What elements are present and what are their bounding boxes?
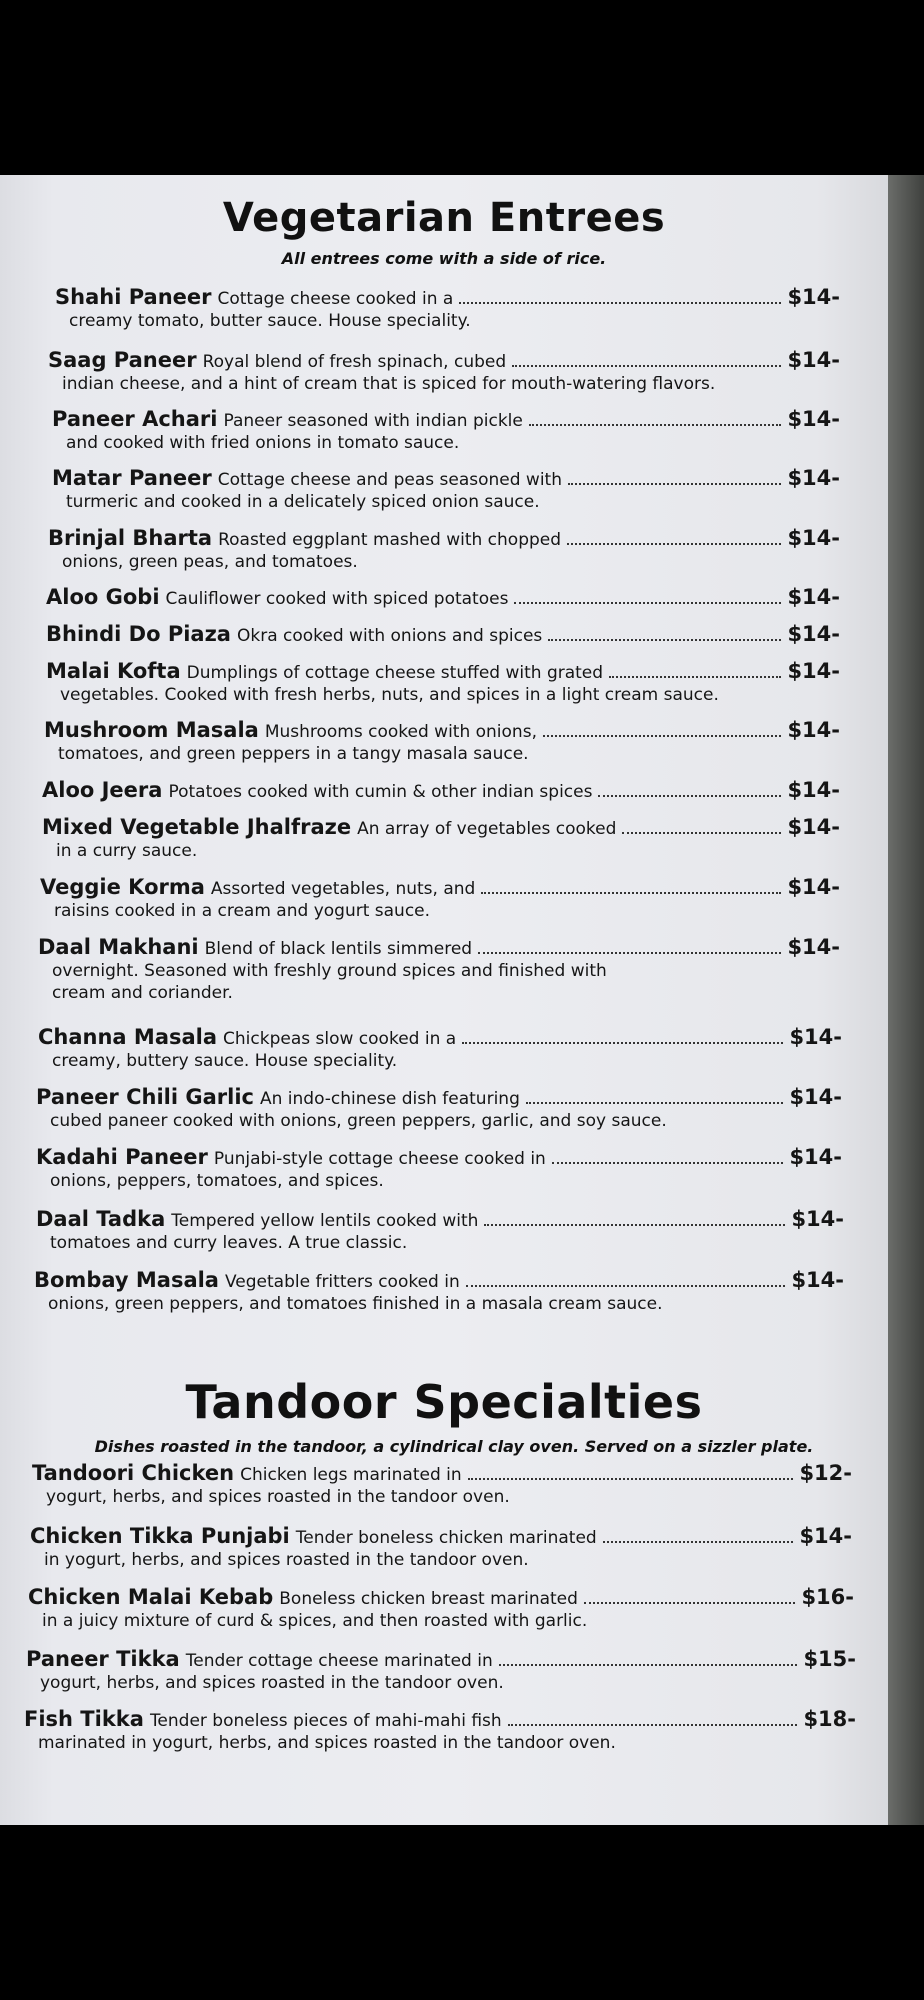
- menu-item: [36, 1145, 842, 1191]
- dish-price: $14-: [787, 778, 840, 802]
- paper-edge: [888, 175, 924, 1825]
- dish-description-continued: raisins cooked in a cream and yogurt sauce.: [54, 901, 431, 921]
- dish-description: Tender cottage cheese marinated in: [185, 1651, 493, 1671]
- tandoor-section-title: Tandoor Specialties: [185, 1375, 703, 1429]
- dish-description: Mushrooms cooked with onions,: [264, 722, 537, 742]
- dot-leader: [622, 832, 781, 834]
- menu-item: [30, 1524, 852, 1570]
- dot-leader: [568, 483, 781, 485]
- dish-description: Okra cooked with onions and spices: [236, 626, 543, 646]
- dot-leader: [584, 1602, 796, 1604]
- dot-leader: [468, 1478, 794, 1480]
- dish-description: An indo-chinese dish featuring: [259, 1089, 520, 1109]
- dish-description-continued: yogurt, herbs, and spices roasted in the tandoor oven.: [40, 1673, 504, 1693]
- dish-description-continued: onions, peppers, tomatoes, and spices.: [50, 1171, 384, 1191]
- menu-item: [26, 1647, 856, 1693]
- menu-item: [46, 659, 840, 705]
- menu-item: [36, 1085, 842, 1131]
- dish-description-continued: in a curry sauce.: [56, 841, 198, 861]
- dish-description: Tender boneless pieces of mahi-mahi fish: [149, 1711, 502, 1731]
- dish-description: Punjabi-style cottage cheese cooked in: [213, 1149, 546, 1169]
- dish-name: Bombay Masala: [34, 1268, 219, 1292]
- dish-price: $14-: [787, 407, 840, 431]
- dish-price: $14-: [787, 659, 840, 683]
- dot-leader: [603, 1541, 794, 1543]
- menu-item-header: [48, 348, 840, 372]
- dish-name: Shahi Paneer: [55, 285, 212, 309]
- menu-item-header: [48, 526, 840, 550]
- dish-description: Tempered yellow lentils cooked with: [171, 1211, 479, 1231]
- menu-item-header: [38, 1025, 842, 1049]
- menu-item: [34, 1268, 844, 1314]
- veg-section-subtitle: All entrees come with a side of rice.: [281, 249, 607, 268]
- menu-item: [24, 1707, 856, 1753]
- dot-leader: [548, 639, 781, 641]
- dish-description: Potatoes cooked with cumin & other indian spices: [168, 782, 593, 802]
- dish-name: Paneer Achari: [52, 407, 218, 431]
- dish-name: Daal Tadka: [36, 1207, 166, 1231]
- dish-price: $14-: [787, 718, 840, 742]
- dish-description-continued: tomatoes and curry leaves. A true classic.: [50, 1233, 408, 1253]
- dish-name: Fish Tikka: [24, 1707, 144, 1731]
- dot-leader: [499, 1664, 798, 1666]
- dish-name: Aloo Jeera: [42, 778, 163, 802]
- menu-item: [46, 585, 840, 609]
- dish-name: Matar Paneer: [52, 466, 212, 490]
- menu-item: [28, 1585, 854, 1631]
- dot-leader: [478, 952, 781, 954]
- dish-description-continued: cubed paneer cooked with onions, green peppers, garlic, and soy sauce.: [50, 1111, 667, 1131]
- dish-price: $14-: [787, 285, 840, 309]
- dish-price: $12-: [799, 1461, 852, 1485]
- dot-leader: [466, 1285, 786, 1287]
- dot-leader: [609, 676, 781, 678]
- dish-description: Blend of black lentils simmered: [204, 939, 473, 959]
- menu-item: [40, 875, 840, 921]
- dish-name: Channa Masala: [38, 1025, 218, 1049]
- dish-name: Malai Kofta: [46, 659, 181, 683]
- dish-description: An array of vegetables cooked: [357, 819, 617, 839]
- menu-item: [48, 348, 840, 394]
- dish-description: Royal blend of fresh spinach, cubed: [202, 352, 507, 372]
- dish-name: Aloo Gobi: [46, 585, 160, 609]
- dish-name: Mushroom Masala: [44, 718, 259, 742]
- dish-description-continued: creamy, buttery sauce. House speciality.: [52, 1051, 398, 1071]
- menu-item-header: [46, 585, 840, 609]
- menu-item-header: [28, 1585, 854, 1609]
- menu-item-header: [30, 1524, 852, 1548]
- menu-item: [38, 1025, 842, 1071]
- dish-name: Daal Makhani: [38, 935, 199, 959]
- dish-name: Mixed Vegetable Jhalfraze: [42, 815, 352, 839]
- menu-item: [42, 815, 840, 861]
- dish-description-continued: tomatoes, and green peppers in a tangy masala sauce.: [58, 744, 529, 764]
- menu-item-header: [52, 466, 840, 490]
- tandoor-section-subtitle: Dishes roasted in the tandoor, a cylindrical clay oven. Served on a sizzler plate.: [94, 1437, 814, 1456]
- dish-description: Paneer seasoned with indian pickle: [223, 411, 523, 431]
- menu-item-header: [40, 875, 840, 899]
- menu-item: [48, 526, 840, 572]
- menu-item: [52, 466, 840, 512]
- menu-item-header: [34, 1268, 844, 1292]
- dish-description: Chickpeas slow cooked in a: [223, 1029, 457, 1049]
- dot-leader: [514, 602, 781, 604]
- dish-price: $18-: [803, 1707, 856, 1731]
- dish-description-continued: marinated in yogurt, herbs, and spices roasted in the tandoor oven.: [38, 1733, 616, 1753]
- dish-description-continued: cream and coriander.: [52, 983, 233, 1003]
- menu-item: [32, 1461, 852, 1507]
- veg-section-title: Vegetarian Entrees: [222, 195, 666, 241]
- dish-price: $14-: [789, 1145, 842, 1169]
- dish-price: $14-: [789, 1025, 842, 1049]
- menu-item-header: [32, 1461, 852, 1485]
- dish-name: Paneer Tikka: [26, 1647, 180, 1671]
- dish-description: Cauliflower cooked with spiced potatoes: [165, 589, 509, 609]
- dot-leader: [512, 365, 781, 367]
- dish-description-continued: in a juicy mixture of curd & spices, and then roasted with garlic.: [42, 1611, 588, 1631]
- menu-item-header: [24, 1707, 856, 1731]
- menu-item: [38, 935, 840, 1003]
- menu-item: [36, 1207, 844, 1253]
- dish-description: Roasted eggplant mashed with chopped: [218, 530, 562, 550]
- dish-price: $14-: [787, 815, 840, 839]
- dish-description-continued: yogurt, herbs, and spices roasted in the tandoor oven.: [46, 1487, 510, 1507]
- dot-leader: [552, 1162, 784, 1164]
- menu-item: [46, 622, 840, 646]
- dish-name: Chicken Tikka Punjabi: [30, 1524, 290, 1548]
- dot-leader: [567, 543, 781, 545]
- dish-name: Kadahi Paneer: [36, 1145, 208, 1169]
- dish-description-continued: turmeric and cooked in a delicately spiced onion sauce.: [66, 492, 540, 512]
- dot-leader: [529, 424, 782, 426]
- dish-description-continued: in yogurt, herbs, and spices roasted in the tandoor oven.: [44, 1550, 529, 1570]
- menu-item: [55, 285, 840, 331]
- dish-description: Cottage cheese and peas seasoned with: [217, 470, 562, 490]
- dish-price: $14-: [787, 622, 840, 646]
- dish-description-continued: and cooked with fried onions in tomato sauce.: [66, 433, 460, 453]
- dish-description: Vegetable fritters cooked in: [224, 1272, 460, 1292]
- dot-leader: [462, 1042, 783, 1044]
- menu-item-header: [44, 718, 840, 742]
- menu-item: [44, 718, 840, 764]
- menu-item-header: [42, 815, 840, 839]
- dish-name: Tandoori Chicken: [32, 1461, 235, 1485]
- dish-price: $14-: [799, 1524, 852, 1548]
- dish-price: $14-: [791, 1268, 844, 1292]
- dish-price: $14-: [787, 875, 840, 899]
- dish-description: Boneless chicken breast marinated: [279, 1589, 578, 1609]
- dot-leader: [481, 892, 781, 894]
- dot-leader: [598, 795, 781, 797]
- dish-price: $14-: [787, 935, 840, 959]
- dot-leader: [508, 1724, 798, 1726]
- menu-item-header: [55, 285, 840, 309]
- dish-name: Veggie Korma: [40, 875, 205, 899]
- dish-price: $15-: [803, 1647, 856, 1671]
- menu-item-header: [36, 1085, 842, 1109]
- dish-price: $14-: [787, 526, 840, 550]
- menu-item-header: [42, 778, 840, 802]
- dish-name: Chicken Malai Kebab: [28, 1585, 274, 1609]
- menu-page: [0, 175, 888, 1825]
- menu-item-header: [36, 1145, 842, 1169]
- dish-name: Bhindi Do Piaza: [46, 622, 231, 646]
- menu-item: [52, 407, 840, 453]
- dish-description: Dumplings of cottage cheese stuffed with grated: [186, 663, 604, 683]
- dish-price: $14-: [787, 585, 840, 609]
- dish-description-continued: vegetables. Cooked with fresh herbs, nuts, and spices in a light cream sauce.: [60, 685, 719, 705]
- dish-name: Saag Paneer: [48, 348, 197, 372]
- dot-leader: [526, 1102, 784, 1104]
- dish-description-continued: creamy tomato, butter sauce. House speciality.: [69, 311, 471, 331]
- dish-description: Chicken legs marinated in: [240, 1465, 462, 1485]
- dish-price: $14-: [791, 1207, 844, 1231]
- dot-leader: [484, 1224, 785, 1226]
- dish-price: $14-: [789, 1085, 842, 1109]
- dish-description: Tender boneless chicken marinated: [295, 1528, 597, 1548]
- dish-description: Cottage cheese cooked in a: [217, 289, 454, 309]
- dish-price: $14-: [787, 466, 840, 490]
- menu-item-header: [38, 935, 840, 959]
- dish-price: $16-: [801, 1585, 854, 1609]
- menu-item-header: [36, 1207, 844, 1231]
- dot-leader: [459, 302, 781, 304]
- menu-item-header: [52, 407, 840, 431]
- menu-item-header: [26, 1647, 856, 1671]
- menu-item-header: [46, 659, 840, 683]
- menu-photo: [0, 175, 924, 1825]
- dish-name: Paneer Chili Garlic: [36, 1085, 254, 1109]
- dish-name: Brinjal Bharta: [48, 526, 213, 550]
- menu-item-header: [46, 622, 840, 646]
- dot-leader: [543, 735, 781, 737]
- dish-description-continued: onions, green peppers, and tomatoes finished in a masala cream sauce.: [48, 1294, 663, 1314]
- menu-item: [42, 778, 840, 802]
- dish-description: Assorted vegetables, nuts, and: [210, 879, 476, 899]
- dish-description-continued: overnight. Seasoned with freshly ground spices and finished with: [52, 961, 607, 981]
- dish-description-continued: onions, green peas, and tomatoes.: [62, 552, 358, 572]
- dish-description-continued: indian cheese, and a hint of cream that is spiced for mouth-watering flavors.: [62, 374, 716, 394]
- dish-price: $14-: [787, 348, 840, 372]
